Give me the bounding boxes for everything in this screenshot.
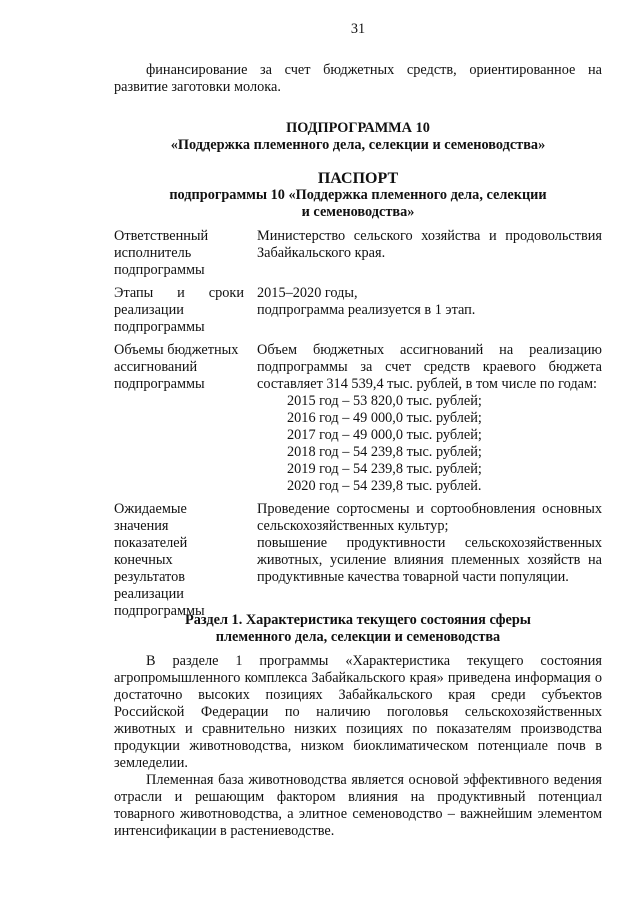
passport-value-budget bbox=[257, 342, 602, 495]
subprogram-heading-line2: «Поддержка племенного дела, селекции и семеноводства» bbox=[170, 137, 546, 153]
passport-table bbox=[114, 228, 602, 626]
passport-row-results bbox=[114, 501, 602, 620]
passport-label-stages: Этапы и сроки реализации подпрограммы bbox=[114, 285, 244, 335]
passport-stages-line1: 2015–2020 годы, bbox=[257, 285, 358, 301]
budget-year-item: 2020 год – 54 239,8 тыс. рублей. bbox=[287, 478, 482, 494]
passport-budget-text: Объем бюджетных ассигнований на реализацию подпрограммы за счет средств краевого бюджета составляет 314 539,4 тыс. рублей, в том числе по годам: bbox=[257, 342, 602, 392]
passport-results-line2: повышение продуктивности сельскохозяйственных животных, усиление влияния племенных хозяйств на продуктивные качества товарной части популяции. bbox=[257, 535, 602, 585]
body-paragraph: Племенная база животноводства является основой эффективного ведения отрасли и решающим фактором влияния на продуктивный потенциал товарного животноводства, а элитное семеноводство – важнейшим элементом интенсификации в растениеводстве. bbox=[114, 772, 602, 839]
section-heading-line2: племенного дела, селекции и семеноводства bbox=[215, 629, 501, 645]
passport-label-responsible: Ответственный исполнитель подпрограммы bbox=[114, 228, 209, 278]
budget-year-item: 2017 год – 49 000,0 тыс. рублей; bbox=[287, 427, 482, 443]
passport-value-stages bbox=[257, 285, 602, 336]
section-body bbox=[114, 653, 602, 840]
budget-year-item: 2018 год – 54 239,8 тыс. рублей; bbox=[287, 444, 482, 460]
passport-label-budget: Объемы бюджетных ассигнований подпрограммы bbox=[114, 342, 239, 392]
subprogram-heading bbox=[114, 120, 602, 154]
budget-year-item: 2016 год – 49 000,0 тыс. рублей; bbox=[287, 410, 482, 426]
passport-row-budget bbox=[114, 342, 602, 495]
budget-year-item: 2015 год – 53 820,0 тыс. рублей; bbox=[287, 393, 482, 409]
passport-label-results: Ожидаемые значения показателей конечных результатов реализации подпрограммы bbox=[114, 501, 205, 619]
passport-title: ПАСПОРТ bbox=[317, 170, 399, 187]
section-heading-line1: Раздел 1. Характеристика текущего состояния сферы bbox=[185, 612, 531, 628]
passport-value-results bbox=[257, 501, 602, 620]
body-paragraph: В разделе 1 программы «Характеристика текущего состояния агропромышленного комплекса Забайкальского края» приведена информация о достаточно высоких позициях Забайкальского края среди субъектов Российской Федерации по наличию поголовья сельскохозяйственных животных и сравнительно низких позициях по показателям производства продукции животноводства, низком биоклиматическом потенциале почв в земледелии. bbox=[114, 653, 602, 771]
passport-heading-line3: и семеноводства» bbox=[301, 204, 415, 220]
passport-heading-line2: подпрограммы 10 «Поддержка племенного дела, селекции bbox=[169, 187, 547, 203]
passport-row-responsible bbox=[114, 228, 602, 279]
passport-value-responsible: Министерство сельского хозяйства и продовольствия Забайкальского края. bbox=[257, 228, 602, 261]
passport-heading bbox=[114, 170, 602, 221]
intro-paragraph: финансирование за счет бюджетных средств, ориентированное на развитие заготовки молока. bbox=[114, 62, 602, 95]
passport-row-stages bbox=[114, 285, 602, 336]
page-number: 31 bbox=[350, 21, 366, 37]
budget-year-item: 2019 год – 54 239,8 тыс. рублей; bbox=[287, 461, 482, 477]
passport-stages-line2: подпрограмма реализуется в 1 этап. bbox=[257, 302, 476, 318]
section-heading bbox=[114, 612, 602, 646]
budget-years-list bbox=[257, 393, 602, 495]
subprogram-heading-line1: ПОДПРОГРАММА 10 bbox=[286, 120, 430, 136]
passport-results-line1: Проведение сортосмены и сортообновления основных сельскохозяйственных культур; bbox=[257, 501, 602, 534]
